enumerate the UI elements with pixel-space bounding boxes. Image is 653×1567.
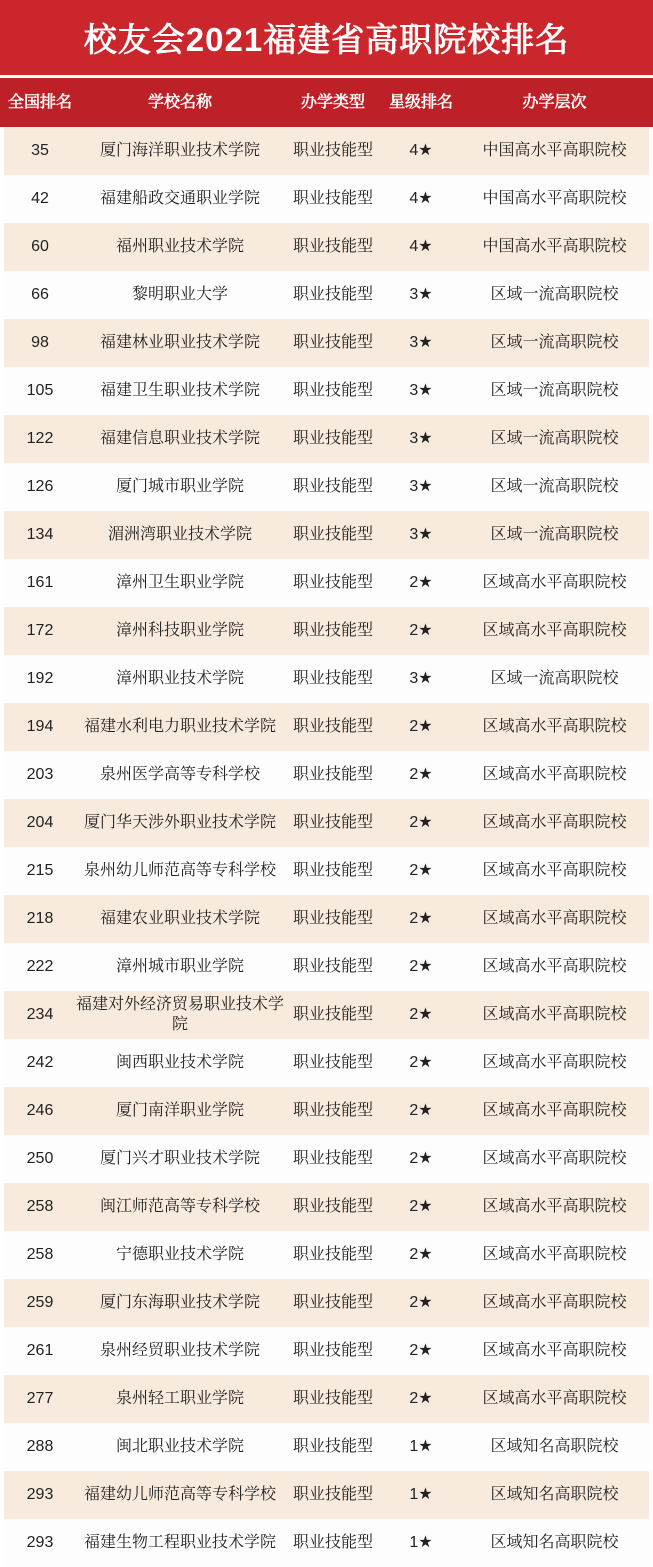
table-row bbox=[4, 943, 649, 991]
cell-star-rank: 2★ bbox=[409, 958, 433, 976]
cell-national-rank: 222 bbox=[26, 958, 54, 976]
cell-national-rank: 293 bbox=[26, 1486, 54, 1504]
cell-school-name: 闽江师范高等专科学校 bbox=[99, 1198, 260, 1216]
cell-school-level: 区域一流高职院校 bbox=[490, 526, 619, 544]
cell-school-level: 区域一流高职院校 bbox=[490, 430, 619, 448]
cell-school-name: 泉州医学高等专科学校 bbox=[99, 766, 260, 784]
cell-school-name: 泉州幼儿师范高等专科学校 bbox=[83, 862, 276, 880]
column-header-school-type: 办学类型 bbox=[300, 93, 365, 111]
cell-star-rank: 2★ bbox=[409, 1342, 433, 1360]
cell-star-rank: 2★ bbox=[409, 1294, 433, 1312]
cell-school-level: 区域高水平高职院校 bbox=[482, 1294, 627, 1312]
cell-national-rank: 250 bbox=[26, 1150, 54, 1168]
cell-school-name: 厦门华天涉外职业技术学院 bbox=[83, 814, 276, 832]
cell-school-name: 泉州轻工职业学院 bbox=[115, 1390, 244, 1408]
cell-school-type: 职业技能型 bbox=[292, 1102, 373, 1120]
cell-school-name: 湄洲湾职业技术学院 bbox=[107, 526, 252, 544]
cell-star-rank: 2★ bbox=[409, 1054, 433, 1072]
cell-school-name: 福建水利电力职业技术学院 bbox=[83, 718, 276, 736]
cell-school-level: 区域高水平高职院校 bbox=[482, 574, 627, 592]
cell-national-rank: 122 bbox=[26, 430, 54, 448]
cell-national-rank: 261 bbox=[26, 1342, 54, 1360]
cell-school-name: 厦门南洋职业学院 bbox=[115, 1102, 244, 1120]
cell-school-type: 职业技能型 bbox=[292, 1150, 373, 1168]
table-row bbox=[4, 463, 649, 511]
cell-school-type: 职业技能型 bbox=[292, 718, 373, 736]
cell-school-level: 区域高水平高职院校 bbox=[482, 1054, 627, 1072]
table-row bbox=[4, 991, 649, 1039]
cell-school-level: 区域高水平高职院校 bbox=[482, 1342, 627, 1360]
cell-school-level: 区域一流高职院校 bbox=[490, 670, 619, 688]
table-row bbox=[4, 1135, 649, 1183]
cell-school-name: 福州职业技术学院 bbox=[115, 238, 244, 256]
table-body bbox=[4, 127, 649, 1567]
cell-school-name: 厦门东海职业技术学院 bbox=[99, 1294, 260, 1312]
cell-school-type: 职业技能型 bbox=[292, 238, 373, 256]
cell-school-name: 福建船政交通职业学院 bbox=[99, 190, 260, 208]
cell-national-rank: 218 bbox=[26, 910, 54, 928]
cell-school-name: 福建卫生职业技术学院 bbox=[99, 382, 260, 400]
cell-school-type: 职业技能型 bbox=[292, 334, 373, 352]
table-row bbox=[4, 127, 649, 175]
cell-school-type: 职业技能型 bbox=[292, 1438, 373, 1456]
table-row bbox=[4, 1087, 649, 1135]
cell-school-name: 宁德职业技术学院 bbox=[115, 1246, 244, 1264]
cell-star-rank: 2★ bbox=[409, 1246, 433, 1264]
cell-school-name: 厦门兴才职业技术学院 bbox=[99, 1150, 260, 1168]
table-header-row bbox=[0, 78, 653, 127]
cell-school-type: 职业技能型 bbox=[292, 574, 373, 592]
table-row bbox=[4, 847, 649, 895]
cell-national-rank: 42 bbox=[31, 190, 49, 208]
cell-school-type: 职业技能型 bbox=[292, 622, 373, 640]
cell-school-name: 漳州科技职业学院 bbox=[115, 622, 244, 640]
column-header-national-rank: 全国排名 bbox=[7, 93, 72, 111]
cell-national-rank: 288 bbox=[26, 1438, 54, 1456]
cell-star-rank: 2★ bbox=[409, 862, 433, 880]
cell-star-rank: 2★ bbox=[409, 910, 433, 928]
cell-school-type: 职业技能型 bbox=[292, 958, 373, 976]
cell-school-level: 区域高水平高职院校 bbox=[482, 1246, 627, 1264]
cell-school-type: 职业技能型 bbox=[292, 910, 373, 928]
cell-school-type: 职业技能型 bbox=[292, 1486, 373, 1504]
cell-school-name: 闽北职业技术学院 bbox=[115, 1438, 244, 1456]
cell-school-name: 福建信息职业技术学院 bbox=[99, 430, 260, 448]
cell-school-name: 漳州城市职业学院 bbox=[115, 958, 244, 976]
cell-school-level: 区域高水平高职院校 bbox=[482, 862, 627, 880]
cell-school-level: 中国高水平高职院校 bbox=[482, 190, 627, 208]
table-row bbox=[4, 607, 649, 655]
cell-school-level: 区域高水平高职院校 bbox=[482, 718, 627, 736]
table-row bbox=[4, 1279, 649, 1327]
cell-star-rank: 2★ bbox=[409, 1102, 433, 1120]
table-row bbox=[4, 895, 649, 943]
cell-star-rank: 3★ bbox=[409, 526, 433, 544]
cell-school-name: 闽西职业技术学院 bbox=[115, 1054, 244, 1072]
cell-school-type: 职业技能型 bbox=[292, 1294, 373, 1312]
table-row bbox=[4, 1519, 649, 1567]
cell-star-rank: 3★ bbox=[409, 382, 433, 400]
cell-school-level: 区域高水平高职院校 bbox=[482, 814, 627, 832]
table-row bbox=[4, 175, 649, 223]
cell-school-type: 职业技能型 bbox=[292, 526, 373, 544]
cell-school-name: 漳州卫生职业学院 bbox=[115, 574, 244, 592]
cell-national-rank: 293 bbox=[26, 1534, 54, 1552]
table-row bbox=[4, 319, 649, 367]
cell-star-rank: 2★ bbox=[409, 718, 433, 736]
cell-school-level: 区域一流高职院校 bbox=[490, 334, 619, 352]
table-row bbox=[4, 511, 649, 559]
table-row bbox=[4, 799, 649, 847]
cell-star-rank: 3★ bbox=[409, 478, 433, 496]
cell-school-name: 福建农业职业技术学院 bbox=[99, 910, 260, 928]
cell-national-rank: 172 bbox=[26, 622, 54, 640]
cell-national-rank: 194 bbox=[26, 718, 54, 736]
cell-school-name: 漳州职业技术学院 bbox=[115, 670, 244, 688]
table-row bbox=[4, 367, 649, 415]
table-row bbox=[4, 1375, 649, 1423]
cell-national-rank: 98 bbox=[31, 334, 49, 352]
cell-school-level: 区域一流高职院校 bbox=[490, 286, 619, 304]
table-row bbox=[4, 415, 649, 463]
table-row bbox=[4, 559, 649, 607]
cell-star-rank: 2★ bbox=[409, 1198, 433, 1216]
cell-school-level: 区域高水平高职院校 bbox=[482, 1390, 627, 1408]
cell-national-rank: 204 bbox=[26, 814, 54, 832]
table-row bbox=[4, 655, 649, 703]
cell-school-type: 职业技能型 bbox=[292, 1246, 373, 1264]
cell-school-name: 厦门城市职业学院 bbox=[115, 478, 244, 496]
cell-national-rank: 215 bbox=[26, 862, 54, 880]
cell-school-name: 厦门海洋职业技术学院 bbox=[99, 142, 260, 160]
cell-school-level: 区域一流高职院校 bbox=[490, 478, 619, 496]
cell-school-level: 区域知名高职院校 bbox=[490, 1534, 619, 1552]
cell-national-rank: 192 bbox=[26, 670, 54, 688]
cell-school-name: 福建对外经济贸易职业技术学院 bbox=[76, 996, 285, 1033]
cell-school-level: 区域高水平高职院校 bbox=[482, 1102, 627, 1120]
cell-school-type: 职业技能型 bbox=[292, 1198, 373, 1216]
cell-school-name: 福建幼儿师范高等专科学校 bbox=[83, 1486, 276, 1504]
cell-school-type: 职业技能型 bbox=[292, 1006, 373, 1024]
cell-school-type: 职业技能型 bbox=[292, 862, 373, 880]
table-row bbox=[4, 1039, 649, 1087]
cell-national-rank: 60 bbox=[31, 238, 49, 256]
cell-national-rank: 277 bbox=[26, 1390, 54, 1408]
table-row bbox=[4, 1423, 649, 1471]
cell-star-rank: 2★ bbox=[409, 1150, 433, 1168]
cell-school-type: 职业技能型 bbox=[292, 430, 373, 448]
table-row bbox=[4, 703, 649, 751]
cell-star-rank: 3★ bbox=[409, 286, 433, 304]
cell-school-type: 职业技能型 bbox=[292, 478, 373, 496]
table-row bbox=[4, 1327, 649, 1375]
cell-star-rank: 2★ bbox=[409, 1006, 433, 1024]
cell-star-rank: 3★ bbox=[409, 430, 433, 448]
cell-star-rank: 2★ bbox=[409, 814, 433, 832]
cell-school-level: 中国高水平高职院校 bbox=[482, 142, 627, 160]
cell-school-level: 区域知名高职院校 bbox=[490, 1486, 619, 1504]
cell-national-rank: 258 bbox=[26, 1246, 54, 1264]
cell-star-rank: 2★ bbox=[409, 622, 433, 640]
cell-school-type: 职业技能型 bbox=[292, 766, 373, 784]
cell-school-name: 福建林业职业技术学院 bbox=[99, 334, 260, 352]
column-header-school-level: 办学层次 bbox=[522, 93, 587, 111]
cell-school-type: 职业技能型 bbox=[292, 1342, 373, 1360]
cell-star-rank: 4★ bbox=[409, 142, 433, 160]
cell-star-rank: 3★ bbox=[409, 334, 433, 352]
column-header-school-name: 学校名称 bbox=[147, 93, 212, 111]
cell-school-level: 区域高水平高职院校 bbox=[482, 1006, 627, 1024]
table-row bbox=[4, 1471, 649, 1519]
cell-school-level: 区域知名高职院校 bbox=[490, 1438, 619, 1456]
cell-star-rank: 4★ bbox=[409, 190, 433, 208]
cell-school-type: 职业技能型 bbox=[292, 142, 373, 160]
cell-star-rank: 2★ bbox=[409, 1390, 433, 1408]
cell-school-type: 职业技能型 bbox=[292, 1534, 373, 1552]
cell-school-type: 职业技能型 bbox=[292, 814, 373, 832]
cell-school-type: 职业技能型 bbox=[292, 1390, 373, 1408]
cell-school-level: 区域高水平高职院校 bbox=[482, 766, 627, 784]
cell-school-name: 黎明职业大学 bbox=[131, 286, 228, 304]
cell-school-level: 区域高水平高职院校 bbox=[482, 1198, 627, 1216]
cell-school-name: 泉州经贸职业技术学院 bbox=[99, 1342, 260, 1360]
cell-star-rank: 2★ bbox=[409, 574, 433, 592]
table-row bbox=[4, 271, 649, 319]
table-row bbox=[4, 1183, 649, 1231]
cell-national-rank: 246 bbox=[26, 1102, 54, 1120]
cell-star-rank: 3★ bbox=[409, 670, 433, 688]
table-row bbox=[4, 751, 649, 799]
cell-star-rank: 2★ bbox=[409, 766, 433, 784]
page-title: 校友会2021福建省高职院校排名 bbox=[83, 21, 570, 58]
cell-school-type: 职业技能型 bbox=[292, 1054, 373, 1072]
cell-school-level: 区域高水平高职院校 bbox=[482, 958, 627, 976]
table-row bbox=[4, 223, 649, 271]
cell-national-rank: 126 bbox=[26, 478, 54, 496]
title-band bbox=[0, 0, 653, 75]
cell-school-type: 职业技能型 bbox=[292, 670, 373, 688]
cell-national-rank: 161 bbox=[26, 574, 54, 592]
cell-school-level: 中国高水平高职院校 bbox=[482, 238, 627, 256]
cell-star-rank: 1★ bbox=[409, 1534, 433, 1552]
table-row bbox=[4, 1231, 649, 1279]
cell-star-rank: 1★ bbox=[409, 1438, 433, 1456]
cell-school-level: 区域高水平高职院校 bbox=[482, 1150, 627, 1168]
cell-school-level: 区域高水平高职院校 bbox=[482, 622, 627, 640]
cell-national-rank: 203 bbox=[26, 766, 54, 784]
cell-national-rank: 234 bbox=[26, 1006, 54, 1024]
cell-national-rank: 258 bbox=[26, 1198, 54, 1216]
cell-school-name: 福建生物工程职业技术学院 bbox=[83, 1534, 276, 1552]
cell-school-type: 职业技能型 bbox=[292, 286, 373, 304]
cell-school-level: 区域高水平高职院校 bbox=[482, 910, 627, 928]
cell-national-rank: 259 bbox=[26, 1294, 54, 1312]
cell-school-type: 职业技能型 bbox=[292, 190, 373, 208]
cell-national-rank: 66 bbox=[31, 286, 49, 304]
cell-national-rank: 134 bbox=[26, 526, 54, 544]
column-header-star-rank: 星级排名 bbox=[388, 93, 453, 111]
cell-star-rank: 1★ bbox=[409, 1486, 433, 1504]
cell-school-level: 区域一流高职院校 bbox=[490, 382, 619, 400]
cell-star-rank: 4★ bbox=[409, 238, 433, 256]
cell-national-rank: 105 bbox=[26, 382, 54, 400]
cell-national-rank: 242 bbox=[26, 1054, 54, 1072]
cell-national-rank: 35 bbox=[31, 142, 49, 160]
cell-school-type: 职业技能型 bbox=[292, 382, 373, 400]
